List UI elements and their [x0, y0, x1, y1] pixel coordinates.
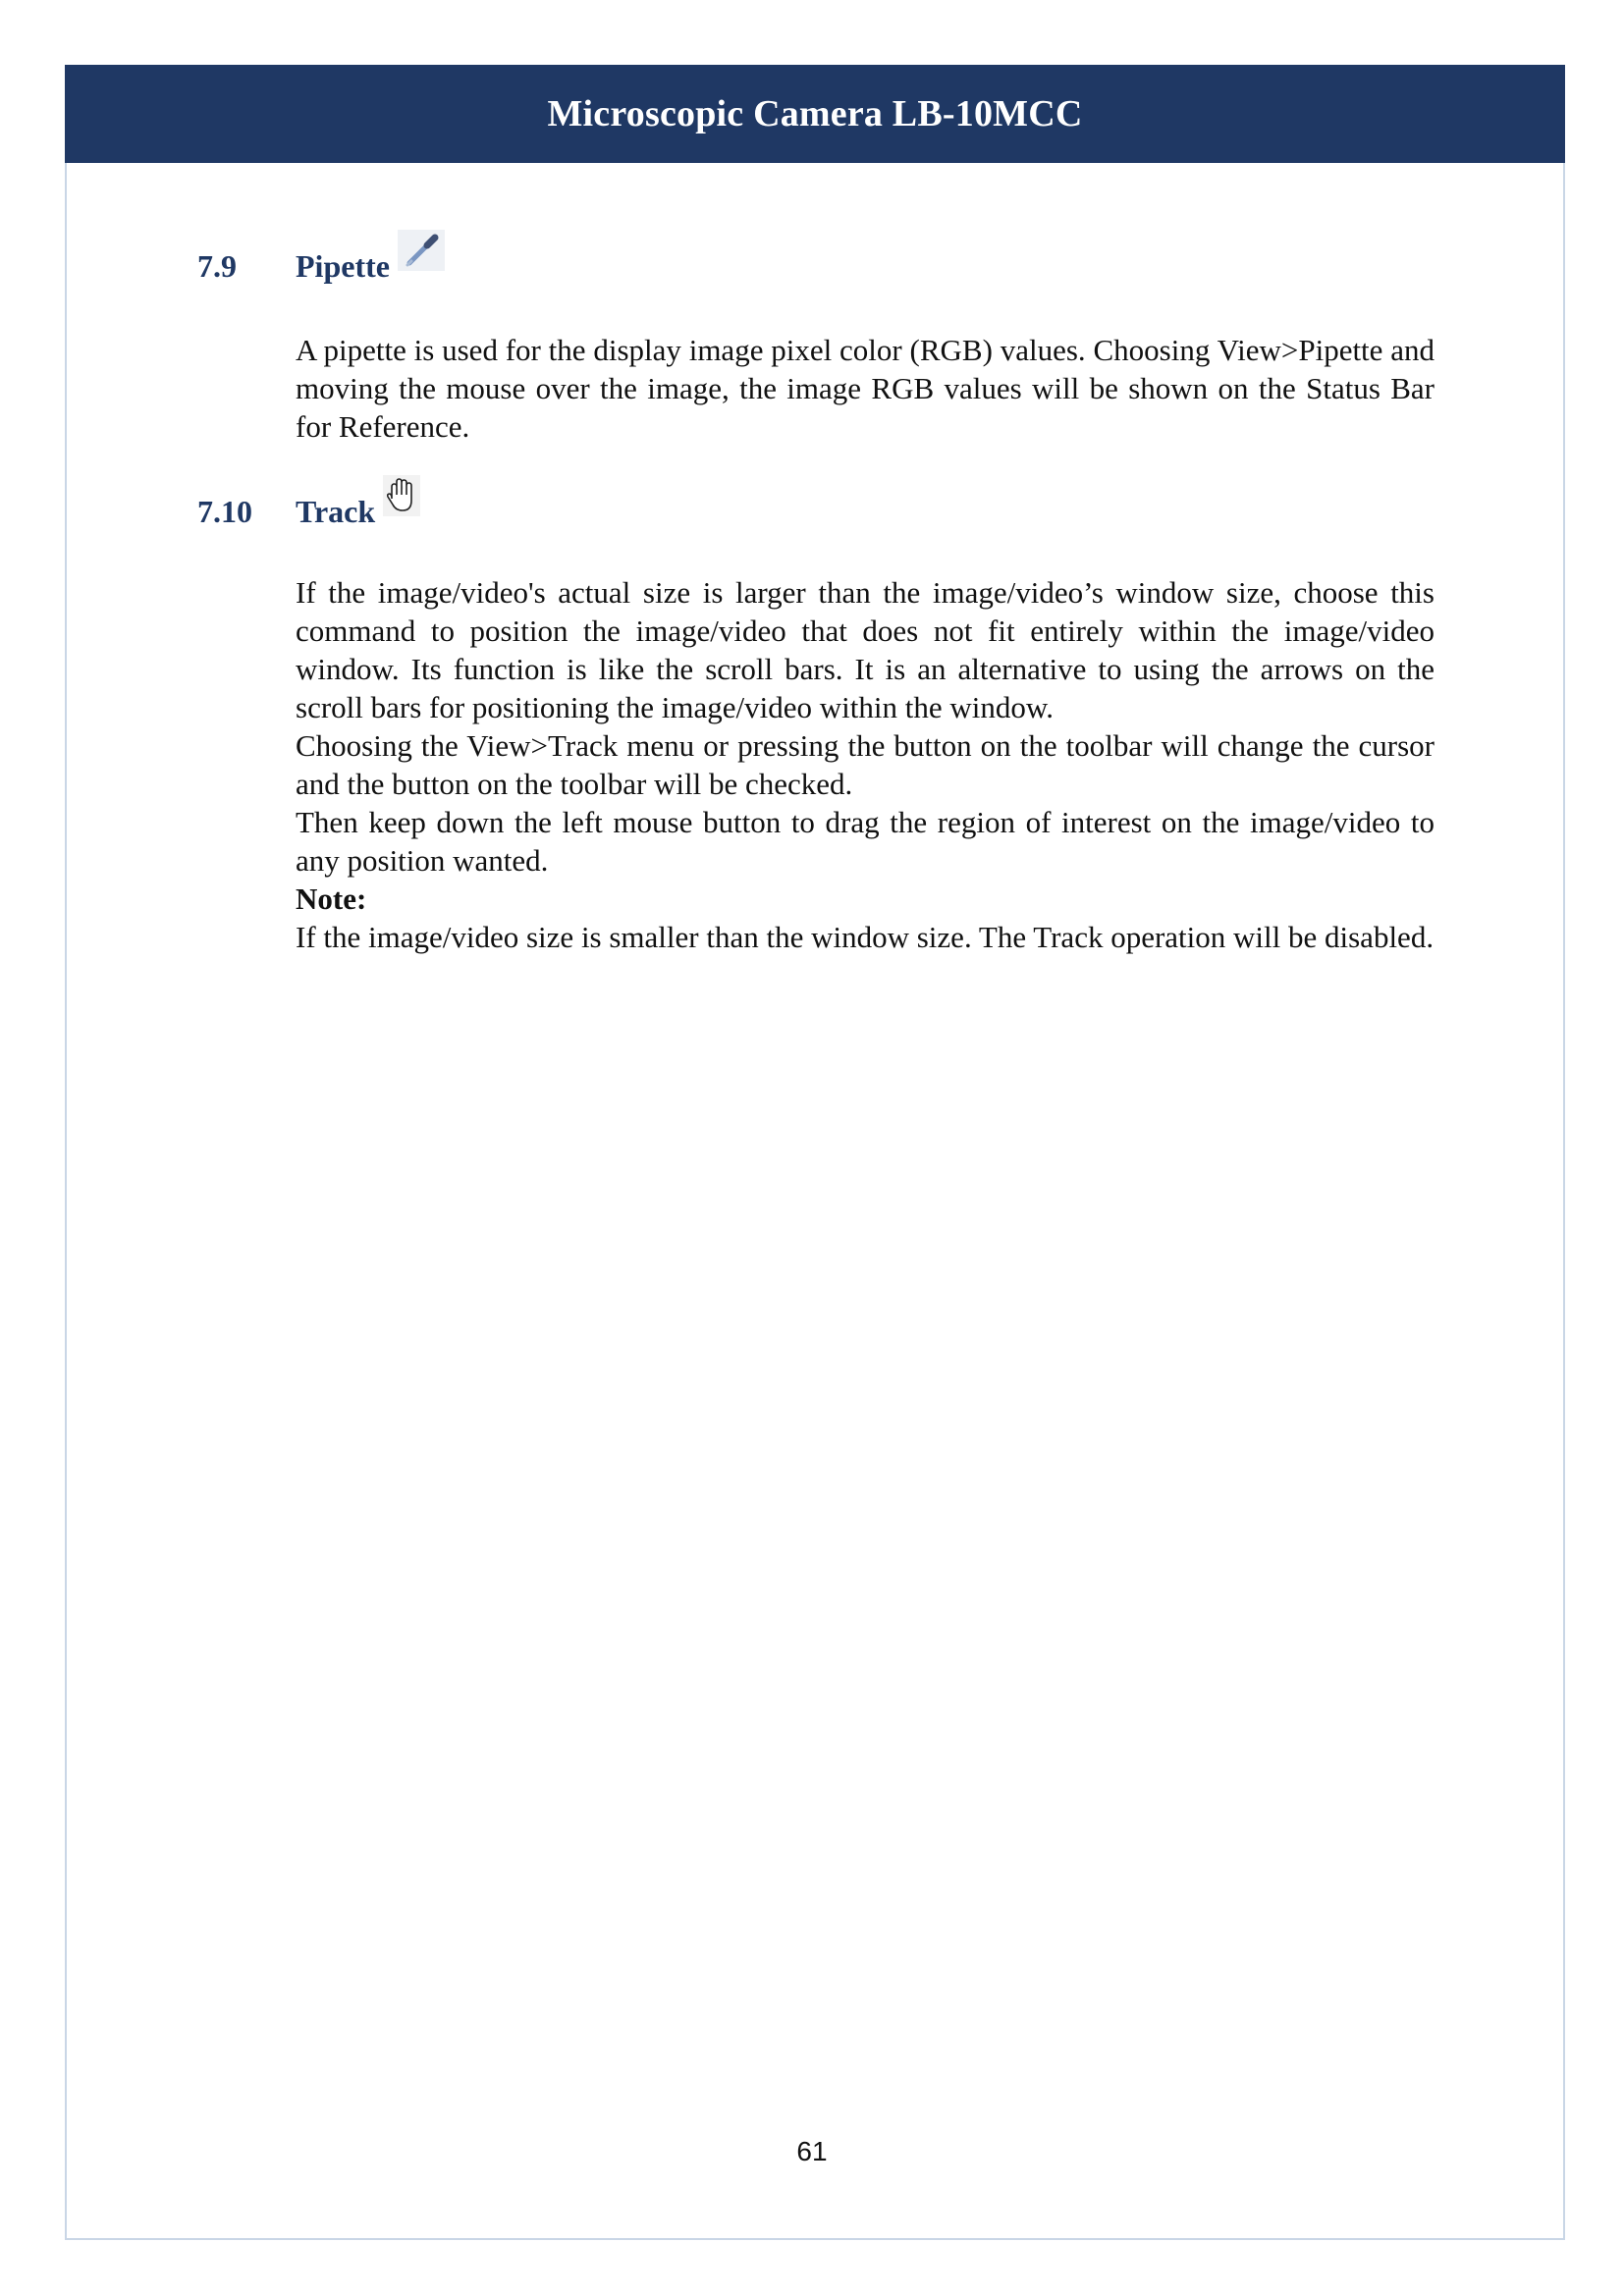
section-heading-pipette	[197, 236, 445, 285]
paragraph: Choosing the View>Track menu or pressing the button on the toolbar will change the cursor and the button on the toolbar will be checked.	[296, 728, 1435, 801]
header-band	[65, 65, 1565, 163]
document-title: Microscopic Camera LB-10MCC	[547, 93, 1083, 134]
paragraph: If the image/video's actual size is larger than the image/video’s window size, choose this command to position the image/video that does not fit entirely within the image/video window. Its function is like the scroll bars. It is an alternative to using the arrows on the scroll bars for positioning the image/video within the window.	[296, 575, 1435, 724]
pipette-icon	[398, 230, 445, 279]
section-body-track	[296, 573, 1435, 956]
section-number: 7.10	[197, 494, 252, 529]
note-text: If the image/video size is smaller than the window size. The Track operation will be disabled.	[296, 920, 1435, 954]
page-number: 61	[796, 2136, 828, 2166]
hand-icon	[383, 475, 420, 524]
note-label: Note:	[296, 881, 367, 916]
section-heading-track	[197, 481, 420, 530]
paragraph: Then keep down the left mouse button to drag the region of interest on the image/video to any position wanted.	[296, 805, 1435, 878]
section-number: 7.9	[197, 248, 237, 284]
paragraph: A pipette is used for the display image pixel color (RGB) values. Choosing View>Pipette and moving the mouse over the image, the image RGB values will be shown on the Status Bar for Reference.	[296, 333, 1435, 444]
section-body-pipette	[296, 331, 1435, 446]
section-title: Track	[296, 494, 376, 529]
section-title: Pipette	[296, 248, 390, 284]
